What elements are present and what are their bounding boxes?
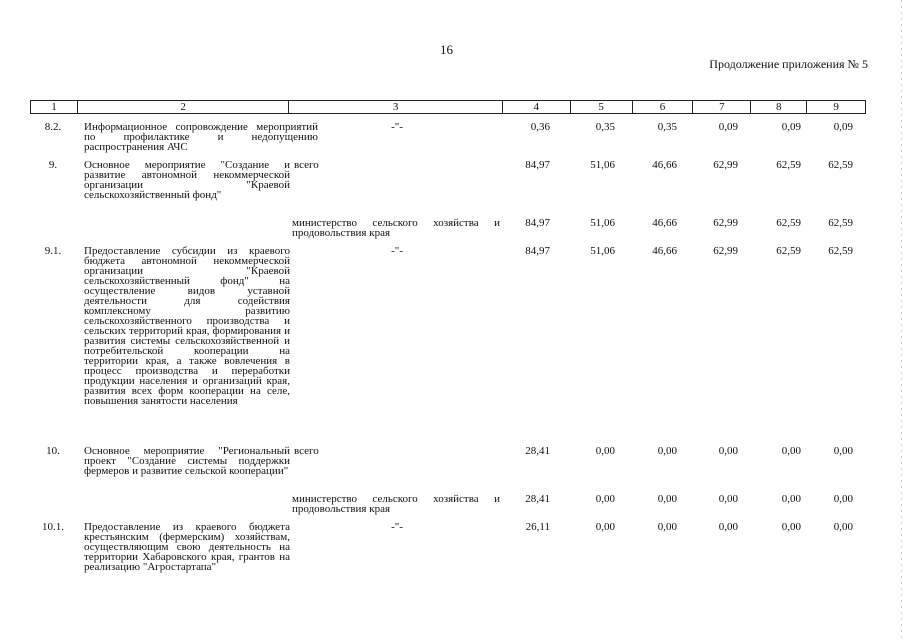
value-cell: 0,00 <box>595 493 615 505</box>
header-cell: 9 <box>833 101 839 113</box>
value-cell: 0,00 <box>833 521 853 533</box>
value-cell: 0,09 <box>718 121 738 133</box>
value-cell: 62,59 <box>776 159 801 171</box>
header-cell: 6 <box>633 101 694 113</box>
value-cell: 62,59 <box>828 159 853 171</box>
value-cell: 28,41 <box>525 445 550 457</box>
row-name: Предоставление субсидии из краевого бюджета автономной некоммерческой организации "Краевой сельскохозяйственный фонд" на осуществление видов уставной деятельности для содействия комплексному развитию сельскохозяйственного производства и сельских территорий края, формирования и развития системы сельскохозяйственной и потребительской кооперации на территории края, а также вовлечения в процесс производства и переработки продукции населения и организаций края, развития всех форм кооперации на селе, повышения занятости населения <box>84 245 290 407</box>
value-cell: 0,09 <box>781 121 801 133</box>
row-source: всего <box>294 445 319 457</box>
row-source: -"- <box>391 245 403 257</box>
header-cell: 5 <box>571 101 633 113</box>
value-cell: 0,00 <box>718 445 738 457</box>
row-source: министерство сельского хозяйства и продовольствия края <box>292 217 500 239</box>
header-cell: 1 <box>31 101 78 113</box>
value-cell: 0,36 <box>530 121 550 133</box>
value-cell: 62,99 <box>713 217 738 229</box>
row-name: Предоставление из краевого бюджета крестьянским (фермерским) хозяйствам, осуществляющим свою деятельность на территории Хабаровского края, грантов на реализацию "Агростартапа" <box>84 521 290 573</box>
header-cell: 2 <box>78 101 289 113</box>
value-cell: 0,00 <box>781 493 801 505</box>
row-source: всего <box>294 159 319 171</box>
value-cell: 0,35 <box>595 121 615 133</box>
value-cell: 62,59 <box>828 245 853 257</box>
page-number: 16 <box>440 42 453 57</box>
value-cell: 62,59 <box>828 217 853 229</box>
value-cell: 84,97 <box>525 245 550 257</box>
value-cell: 51,06 <box>590 245 615 257</box>
value-cell: 84,97 <box>525 159 550 171</box>
row-number: 10.1. <box>42 521 64 533</box>
value-cell: 51,06 <box>590 217 615 229</box>
value-cell: 0,00 <box>833 445 853 457</box>
scan-edge-line <box>901 0 902 640</box>
header-cell: 3 <box>289 101 502 113</box>
row-source: -"- <box>391 121 403 133</box>
value-cell: 0,00 <box>595 521 615 533</box>
row-name: Информационное сопровождение мероприятий по профилактике и недопущению распространения АЧС <box>84 121 318 153</box>
value-cell: 0,00 <box>781 445 801 457</box>
value-cell: 0,09 <box>833 121 853 133</box>
header-cell: 8 <box>751 101 807 113</box>
continuation-label: Продолжение приложения № 5 <box>709 57 868 71</box>
value-cell: 0,00 <box>657 493 677 505</box>
value-cell: 62,99 <box>713 245 738 257</box>
row-source: -"- <box>391 521 403 533</box>
table-header-row <box>30 100 866 114</box>
row-source: министерство сельского хозяйства и продовольствия края <box>292 493 500 515</box>
value-cell: 46,66 <box>652 217 677 229</box>
value-cell: 62,99 <box>713 159 738 171</box>
row-number: 8.2. <box>44 121 62 133</box>
row-number: 9.1. <box>44 245 62 257</box>
value-cell: 51,06 <box>590 159 615 171</box>
header-cell: 7 <box>693 101 751 113</box>
value-cell: 62,59 <box>776 217 801 229</box>
value-cell: 0,00 <box>657 445 677 457</box>
value-cell: 46,66 <box>652 245 677 257</box>
value-cell: 0,00 <box>718 493 738 505</box>
value-cell: 28,41 <box>525 493 550 505</box>
value-cell: 0,35 <box>657 121 677 133</box>
row-number: 9. <box>48 159 58 171</box>
value-cell: 0,00 <box>781 521 801 533</box>
value-cell: 0,00 <box>718 521 738 533</box>
row-name: Основное мероприятие "Региональный проект "Создание системы поддержки фермеров и развитие сельской кооперации" <box>84 445 290 477</box>
value-cell: 84,97 <box>525 217 550 229</box>
value-cell: 26,11 <box>525 521 550 533</box>
value-cell: 0,00 <box>833 493 853 505</box>
value-cell: 0,00 <box>657 521 677 533</box>
row-name: Основное мероприятие "Создание и развитие автономной некоммерческой организации "Краевой сельскохозяйственный фонд" <box>84 159 290 201</box>
header-cell: 4 <box>503 101 571 113</box>
row-number: 10. <box>46 445 60 457</box>
value-cell: 62,59 <box>776 245 801 257</box>
value-cell: 46,66 <box>652 159 677 171</box>
value-cell: 0,00 <box>595 445 615 457</box>
